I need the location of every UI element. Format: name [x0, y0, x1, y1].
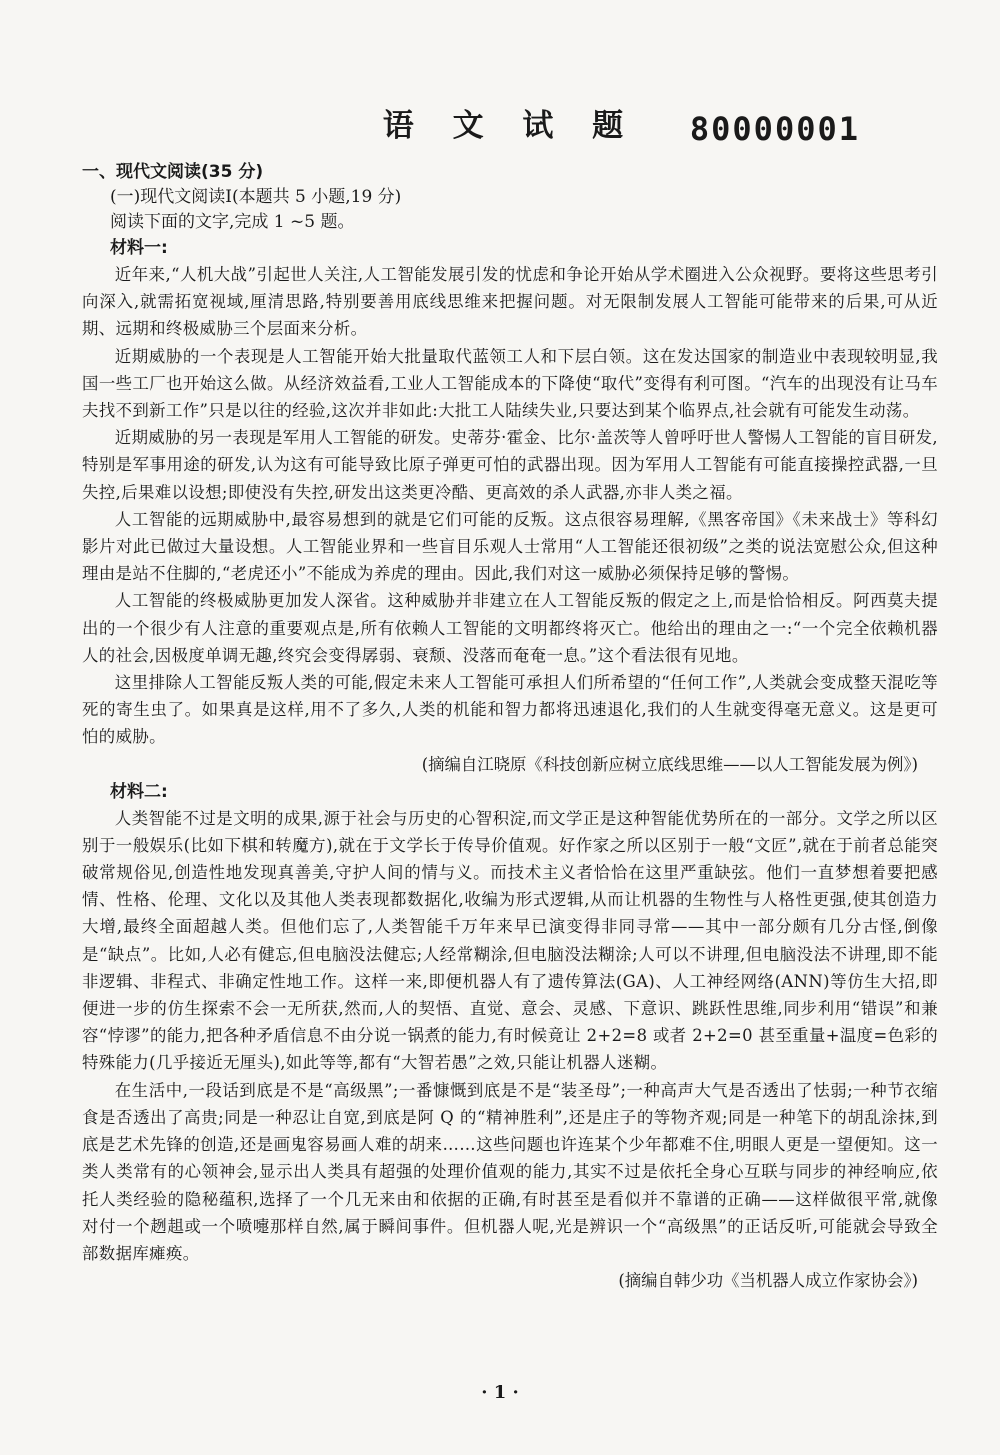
- material-two-label: 材料二:: [110, 781, 168, 802]
- material-two-paragraph: 人类智能不过是文明的成果,源于社会与历史的心智积淀,而文学正是这种智能优势所在的一部分。文学之所以区别于一般娱乐(比如下棋和转魔方),就在于文学长于传导价值观。好作家之所以区别于一般“文匠”,就在于前者总能突破常规俗见,创造性地发现真善美,守护人间的情与义。而技术主义者恰恰在这里严重缺弦。他们一直梦想着要把感情、性格、伦理、文化以及其他人类表现都数据化,收编为形式逻辑,从而让机器的生物性与人格性更强,使其创造力大增,最终全面超越人类。但他们忘了,人类智能千万年来早已演变得非同寻常——其中一部分颇有几分古怪,倒像是“缺点”。比如,人必有健忘,但电脑没法健忘;人经常糊涂,但电脑没法糊涂;人可以不讲理,但电脑没法不讲理,即不能非逻辑、非程式、非确定性地工作。这样一来,即便机器人有了遗传算法(GA)、人工神经网络(ANN)等仿生大招,即便进一步的仿生探索不会一无所获,然而,人的契悟、直觉、意会、灵感、下意识、跳跃性思维,同步利用“错误”和兼容“悖谬”的能力,把各种矛盾信息不由分说一锅煮的能力,有时候竟让 2+2=8 或者 2+2=0 甚至重量+温度=色彩的特殊能力(几乎接近无厘头),如此等等,都有“大智若愚”之效,只能让机器人迷糊。: [82, 808, 938, 1073]
- material-two-source: (摘编自韩少功《当机器人成立作家协会》): [618, 1271, 918, 1291]
- exam-code: 80000001: [689, 110, 860, 148]
- material-one-paragraph: 近期威胁的另一表现是军用人工智能的研发。史蒂芬·霍金、比尔·盖茨等人曾呼吁世人警惕人工智能的盲目研发,特别是军事用途的研发,认为这有可能导致比原子弹更可怕的武器出现。因为军用人工智能有可能直接操控武器,一旦失控,后果难以设想;即使没有失控,研发出这类更冷酷、更高效的杀人武器,亦非人类之福。: [82, 428, 938, 502]
- material-one-paragraph: 人工智能的终极威胁更加发人深省。这种威胁并非建立在人工智能反叛的假定之上,而是恰恰相反。阿西莫夫提出的一个很少有人注意的重要观点是,所有依赖人工智能的文明都终将灭亡。他给出的理由之一:“一个完全依赖机器人的社会,因极度单调无趣,终究会变得孱弱、衰颓、没落而奄奄一息。”这个看法很有见地。: [82, 591, 938, 665]
- material-one-paragraph: 这里排除人工智能反叛人类的可能,假定未来人工智能可承担人们所希望的“任何工作”,人类就会变成整天混吃等死的寄生虫了。如果真是这样,用不了多久,人类的机能和智力都将迅速退化,我们的人生就变得毫无意义。这是更可怕的威胁。: [82, 673, 938, 747]
- material-two-paragraph: 在生活中,一段话到底是不是“高级黑”;一番慷慨到底是不是“装圣母”;一种高声大气是否透出了怯弱;一种节衣缩食是否透出了高贵;同是一种忍让自宽,到底是阿 Q 的“精神胜利”,还是庄子的等物齐观;同是一种笔下的胡乱涂抹,到底是艺术先锋的创造,还是画鬼容易画人难的胡来……这些问题也许连某个少年都难不住,明眼人更是一望便知。这一类人类常有的心领神会,显示出人类具有超强的处理价值观的能力,其实不过是依托全身心互联与同步的神经响应,依托人类经验的隐秘蕴积,选择了一个几无来由和依据的正确,有时甚至是看似并不靠谱的正确——这样做很平常,就像对付一个趔趄或一个喷嚏那样自然,属于瞬间事件。但机器人呢,光是辨识一个“高级黑”的正话反听,可能就会导致全部数据库瘫痪。: [82, 1080, 938, 1263]
- section-heading: 一、现代文阅读(35 分): [82, 162, 264, 182]
- material-one-label: 材料一:: [110, 238, 168, 258]
- page-number: · 1 ·: [481, 1382, 519, 1403]
- material-one-paragraph: 近期威胁的一个表现是人工智能开始大批量取代蓝领工人和下层白领。这在发达国家的制造业中表现较明显,我国一些工厂也开始这么做。从经济效益看,工业人工智能成本的下降使“取代”变得有利可图。“汽车的出现没有让马车夫找不到新工作”只是以往的经验,这次并非如此:大批工人陆续失业,只要达到某个临界点,社会就有可能发生动荡。: [82, 346, 938, 421]
- page-title: 语 文 试 题: [382, 108, 638, 144]
- header: [82, 0, 938, 160]
- material-one-paragraph: 人工智能的远期威胁中,最容易想到的就是它们可能的反叛。这点很容易理解,《黑客帝国》《未来战士》等科幻影片对此已做过大量设想。人工智能业界和一些盲目乐观人士常用“人工智能还很初级”之类的说法宽慰公众,但这种理由是站不住脚的,“老虎还小”不能成为养虎的理由。因此,我们对这一威胁必须保持足够的警惕。: [82, 509, 938, 584]
- instruction: 阅读下面的文字,完成 1 ~5 题。: [110, 212, 355, 232]
- material-one-source: (摘编自江晓原《科技创新应树立底线思维——以人工智能发展为例》): [421, 754, 918, 774]
- sub-heading: (一)现代文阅读Ⅰ(本题共 5 小题,19 分): [110, 187, 402, 207]
- material-one-paragraph: 近年来,“人机大战”引起世人关注,人工智能发展引发的忧虑和争论开始从学术圈进入公众视野。要将这些思考引向深入,就需拓宽视域,厘清思路,特别要善用底线思维来把握问题。对无限制发展人工智能可能带来的后果,可从近期、远期和终极威胁三个层面来分析。: [82, 265, 938, 339]
